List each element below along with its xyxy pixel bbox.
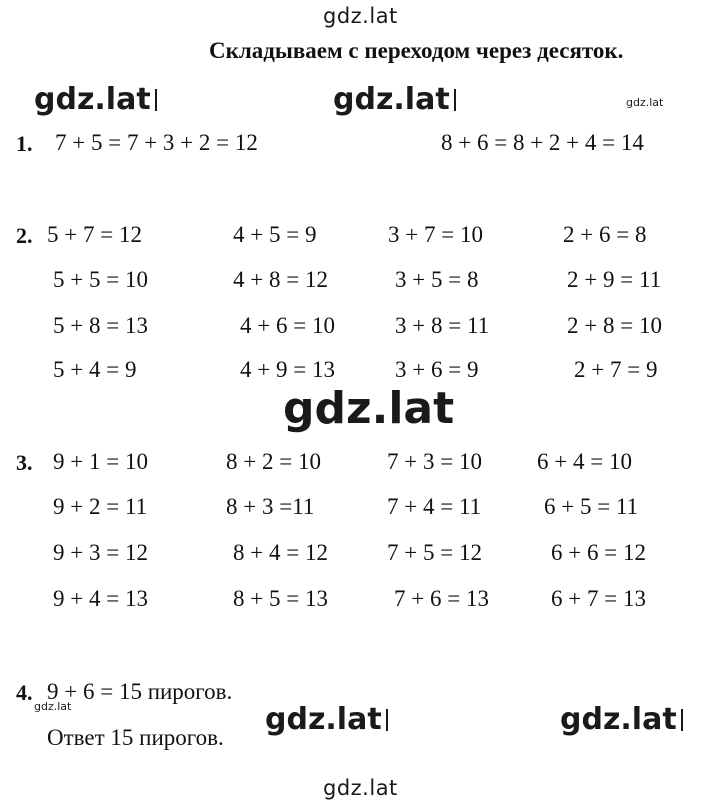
task-4-answer: Ответ 15 пирогов. bbox=[47, 725, 224, 750]
task-2-cell: 4 + 8 = 12 bbox=[233, 267, 328, 292]
task-2-cell: 2 + 7 = 9 bbox=[574, 357, 658, 382]
task-2-cell: 3 + 5 = 8 bbox=[395, 267, 479, 292]
task-3-cell: 7 + 4 = 11 bbox=[387, 494, 482, 519]
task-3-cell: 6 + 4 = 10 bbox=[537, 449, 632, 474]
watermark-top: gdz.lat bbox=[323, 4, 398, 28]
task-3-cell: 9 + 3 = 12 bbox=[53, 540, 148, 565]
task-2-cell: 3 + 7 = 10 bbox=[388, 222, 483, 247]
task-3-cell: 7 + 3 = 10 bbox=[387, 449, 482, 474]
task-2-cell: 4 + 9 = 13 bbox=[240, 357, 335, 382]
task-2-cell: 5 + 5 = 10 bbox=[53, 267, 148, 292]
watermark-bottom-right: gdz.lat bbox=[560, 702, 683, 737]
watermark-center: gdz.lat bbox=[333, 82, 456, 117]
task-3-cell: 7 + 6 = 13 bbox=[394, 586, 489, 611]
task-3-cell: 9 + 4 = 13 bbox=[53, 586, 148, 611]
task-2-cell: 3 + 8 = 11 bbox=[395, 313, 490, 338]
page-title: Складываем с переходом через десяток. bbox=[209, 38, 624, 63]
task-2-cell: 2 + 9 = 11 bbox=[567, 267, 662, 292]
watermark-bottom-left: gdz.lat bbox=[265, 702, 388, 737]
task-1-equation-2: 8 + 6 = 8 + 2 + 4 = 14 bbox=[441, 130, 644, 155]
task-3-cell: 8 + 2 = 10 bbox=[226, 449, 321, 474]
task-4-solution: 9 + 6 = 15 пирогов. bbox=[47, 679, 233, 704]
task-3-cell: 8 + 4 = 12 bbox=[233, 540, 328, 565]
task-2-cell: 5 + 7 = 12 bbox=[47, 222, 142, 247]
task-3-number: 3. bbox=[16, 450, 33, 475]
task-2-cell: 2 + 8 = 10 bbox=[567, 313, 662, 338]
task-4-number: 4. bbox=[16, 680, 33, 705]
watermark-tiny: gdz.lat bbox=[34, 700, 72, 713]
task-3-cell: 8 + 5 = 13 bbox=[233, 586, 328, 611]
task-3-cell: 9 + 2 = 11 bbox=[53, 494, 148, 519]
task-3-cell: 6 + 7 = 13 bbox=[551, 586, 646, 611]
task-3-cell: 6 + 5 = 11 bbox=[544, 494, 639, 519]
task-2-cell: 4 + 5 = 9 bbox=[233, 222, 317, 247]
task-3-cell: 8 + 3 =11 bbox=[226, 494, 315, 519]
task-3-cell: 6 + 6 = 12 bbox=[551, 540, 646, 565]
watermark-left: gdz.lat bbox=[34, 82, 157, 117]
task-2-cell: 5 + 4 = 9 bbox=[53, 357, 137, 382]
watermark-bottom: gdz.lat bbox=[323, 776, 398, 800]
task-1-equation-1: 7 + 5 = 7 + 3 + 2 = 12 bbox=[55, 130, 258, 155]
task-1-number: 1. bbox=[16, 131, 33, 156]
task-3-cell: 7 + 5 = 12 bbox=[387, 540, 482, 565]
task-2-cell: 5 + 8 = 13 bbox=[53, 313, 148, 338]
task-2-number: 2. bbox=[16, 223, 33, 248]
task-2-cell: 4 + 6 = 10 bbox=[240, 313, 335, 338]
task-2-cell: 3 + 6 = 9 bbox=[395, 357, 479, 382]
watermark-large: gdz.lat bbox=[283, 383, 455, 434]
watermark-small-right: gdz.lat bbox=[626, 96, 664, 109]
task-3-cell: 9 + 1 = 10 bbox=[53, 449, 148, 474]
task-2-cell: 2 + 6 = 8 bbox=[563, 222, 647, 247]
